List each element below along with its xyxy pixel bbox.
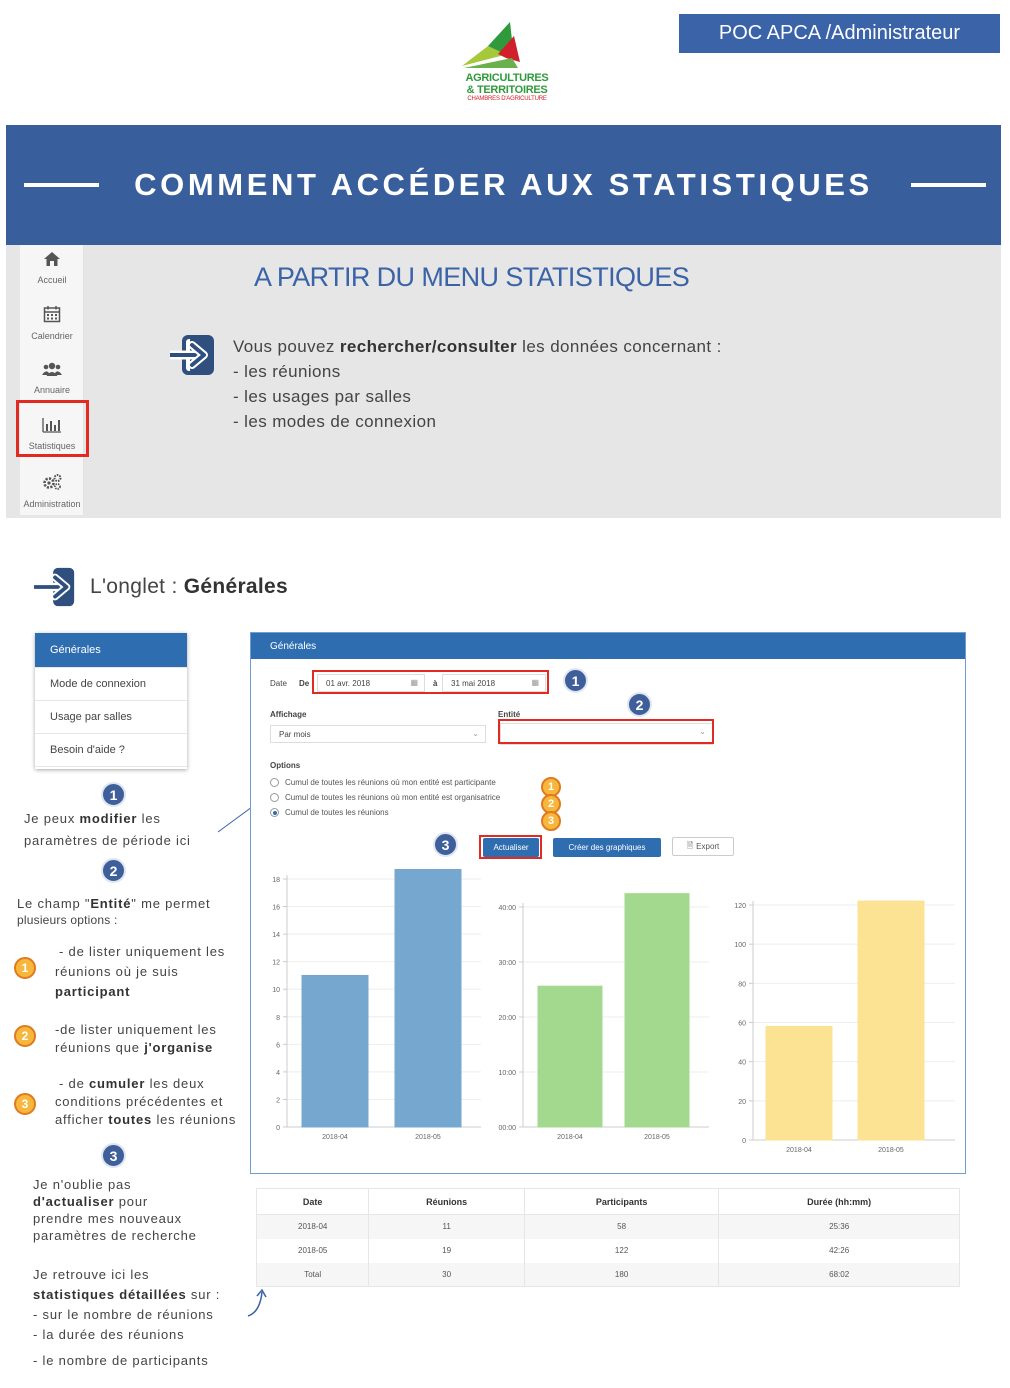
- onglet-title: [90, 575, 288, 599]
- annotation-bold: Entité: [90, 896, 132, 911]
- logo-line-3: CHAMBRES D'AGRICULTURE: [467, 96, 547, 103]
- col-duree: Durée (hh:mm): [719, 1189, 960, 1215]
- table-cell: 68:02: [719, 1263, 960, 1287]
- calendar-icon: ▦: [410, 678, 418, 687]
- meetings-chart: [251, 869, 491, 1159]
- col-participants: Participants: [524, 1189, 718, 1215]
- option-toutes-text: Cumul de toutes les réunions: [285, 808, 389, 817]
- section-subtitle: A PARTIR DU MENU STATISTIQUES: [254, 262, 690, 292]
- y-tick-label: 8: [276, 1014, 280, 1022]
- export-button[interactable]: [672, 837, 734, 856]
- chevron-down-icon: ⌄: [699, 727, 706, 736]
- annotation-2-line2: plusieurs options :: [17, 913, 118, 927]
- annotation-text: " me permet: [131, 896, 211, 911]
- annotation-text: paramètres de recherche: [33, 1228, 197, 1243]
- option-text: -de lister uniquement les: [55, 1022, 217, 1037]
- statistics-app: [250, 632, 966, 1174]
- step-1-marker: 1: [563, 668, 588, 693]
- option-participante-text: Cumul de toutes les réunions où mon entité est participante: [285, 778, 496, 787]
- option-text: les deux: [145, 1076, 205, 1091]
- table-header-row: [257, 1189, 960, 1215]
- logo-line-1: AGRICULTURES: [465, 72, 549, 84]
- table-cell: Total: [257, 1263, 369, 1287]
- table-cell: 19: [369, 1239, 525, 1263]
- option-text: réunions où je suis: [55, 964, 179, 979]
- option-3-text: [55, 1075, 236, 1129]
- intro-suffix: les données concernant :: [517, 337, 722, 356]
- date-highlight: [312, 670, 549, 694]
- logo-line-2: & TERRITOIRES: [466, 83, 548, 96]
- annotation-text: pour: [114, 1194, 148, 1209]
- bar-2018-04: [538, 986, 602, 1127]
- bar-2018-04: [766, 1026, 832, 1140]
- option-text: - de: [59, 1076, 90, 1091]
- annotation-text: Je peux: [24, 811, 80, 826]
- annotation-text: Je retrouve ici les: [33, 1267, 150, 1282]
- option-1-text: [55, 942, 225, 1002]
- intro-line: [233, 334, 722, 359]
- option-2-badge: 2: [14, 1025, 36, 1047]
- tab-generales[interactable]: Générales: [35, 633, 187, 668]
- step-2-marker: 2: [627, 692, 652, 717]
- affichage-label: Affichage: [270, 710, 307, 719]
- banner-line-right: [911, 183, 986, 187]
- option-3-badge: 3: [14, 1093, 36, 1115]
- annotation-text: sur :: [186, 1287, 221, 1302]
- annotation-bold: d'actualiser: [33, 1194, 115, 1209]
- bar-2018-04: [302, 975, 368, 1127]
- annotation-text: - sur le nombre de réunions: [33, 1307, 214, 1322]
- bullet-connexion: - les modes de connexion: [233, 412, 437, 431]
- tabs-panel: [35, 633, 187, 769]
- option-2-text: [55, 1021, 217, 1057]
- col-reunions: Réunions: [369, 1189, 525, 1215]
- annotation-2: [17, 895, 210, 913]
- y-tick-label: 2: [276, 1097, 280, 1105]
- side-item-annuaire[interactable]: [20, 361, 84, 395]
- x-tick-label: 2018-04: [786, 1147, 812, 1154]
- y-tick-label: 20:00: [498, 1015, 516, 1022]
- table-cell: 25:36: [719, 1215, 960, 1239]
- table-cell: 2018-04: [257, 1215, 369, 1239]
- y-tick-label: 14: [272, 932, 280, 940]
- side-item-label: Administration: [23, 499, 81, 509]
- y-tick-label: 60: [738, 1020, 746, 1028]
- option-organisatrice-text: Cumul de toutes les réunions où mon entité est organisatrice: [285, 793, 501, 802]
- x-tick-label: 2018-05: [878, 1147, 904, 1154]
- side-item-label: Annuaire: [33, 385, 71, 395]
- y-tick-label: 12: [272, 959, 280, 967]
- table-row: [257, 1239, 960, 1263]
- a-label: à: [433, 679, 438, 688]
- refresh-highlight: [479, 835, 542, 859]
- calendar-icon: ▦: [531, 678, 539, 687]
- table-cell: 42:26: [719, 1239, 960, 1263]
- table-cell: 30: [369, 1263, 525, 1287]
- affichage-select[interactable]: [270, 725, 486, 743]
- date-from-value: 01 avr. 2018: [326, 678, 371, 688]
- annotation-text: - le nombre de participants: [33, 1353, 209, 1368]
- affichage-value: Par mois: [279, 729, 311, 739]
- de-label: De: [299, 679, 310, 688]
- option-bold: participant: [55, 984, 131, 999]
- option-1-marker: 1: [541, 777, 561, 797]
- participants-chart: [719, 869, 965, 1159]
- y-tick-label: 0: [742, 1138, 746, 1145]
- option-2-marker: 2: [541, 794, 561, 814]
- tab-mode-connexion[interactable]: Mode de connexion: [35, 668, 187, 701]
- option-bold: cumuler: [89, 1076, 146, 1091]
- bar-2018-05: [625, 894, 689, 1127]
- curved-arrow-icon: [244, 1286, 270, 1320]
- option-text: les réunions: [152, 1112, 237, 1127]
- bar-2018-05: [858, 901, 924, 1140]
- table-cell: 180: [524, 1263, 718, 1287]
- annotation-text: les: [137, 811, 161, 826]
- intro-bold: rechercher/consulter: [339, 337, 518, 356]
- intro-prefix: Vous pouvez: [233, 337, 340, 356]
- option-text: afficher: [55, 1112, 109, 1127]
- export-label: Export: [696, 842, 720, 851]
- table-row: [257, 1263, 960, 1287]
- annotation-text: prendre mes nouveaux: [33, 1211, 182, 1226]
- option-text: conditions précédentes et: [55, 1094, 224, 1109]
- annotation-1-line: [24, 810, 191, 828]
- x-tick-label: 2018-04: [322, 1134, 348, 1141]
- step-3-badge: 3: [101, 1143, 126, 1168]
- statistiques-highlight: [16, 400, 89, 457]
- annotation-1: [24, 810, 191, 850]
- y-tick-label: 100: [734, 942, 746, 950]
- table-cell: 122: [524, 1239, 718, 1263]
- y-tick-label: 30:00: [498, 960, 516, 967]
- banner-title: COMMENT ACCÉDER AUX STATISTIQUES: [134, 167, 873, 202]
- annotation-4: [33, 1265, 220, 1371]
- gears-icon: [41, 473, 63, 491]
- refresh-button[interactable]: Actualiser: [483, 838, 539, 857]
- annotation-bold: modifier: [79, 811, 138, 826]
- onglet-prefix: L'onglet :: [90, 575, 184, 598]
- y-tick-label: 0: [276, 1125, 280, 1132]
- options-label: Options: [270, 761, 301, 770]
- side-item-label: Accueil: [37, 275, 67, 285]
- y-tick-label: 18: [272, 877, 280, 884]
- onglet-name: Générales: [183, 575, 288, 598]
- tab-besoin-aide[interactable]: Besoin d'aide ?: [35, 734, 187, 767]
- side-item-label: Calendrier: [31, 331, 73, 341]
- chevron-down-icon: ⌄: [472, 729, 479, 738]
- role-badge: POC APCA /Administrateur: [679, 14, 1000, 53]
- annotation-text: Le champ ": [17, 896, 91, 911]
- y-tick-label: 40:00: [498, 905, 516, 912]
- y-tick-label: 20: [738, 1098, 746, 1106]
- option-radio-toutes[interactable]: [270, 808, 279, 817]
- table-cell: 2018-05: [257, 1239, 369, 1263]
- side-item-calendrier[interactable]: [20, 305, 84, 341]
- option-text: - de lister uniquement les: [59, 944, 226, 959]
- option-bold: j'organise: [144, 1040, 214, 1055]
- annotation-bold: statistiques détaillées: [33, 1287, 187, 1302]
- y-tick-label: 40: [738, 1059, 746, 1067]
- table-row: [257, 1215, 960, 1239]
- arrow-right-icon: [170, 333, 216, 377]
- annotation-1-line2: paramètres de période ici: [24, 833, 191, 848]
- option-radio-participante[interactable]: [270, 778, 279, 787]
- side-item-label: Statistiques: [28, 441, 76, 451]
- option-radio-organisatrice[interactable]: [270, 793, 279, 802]
- app-header: Générales: [251, 633, 965, 659]
- bullet-reunions: - les réunions: [233, 362, 341, 381]
- home-icon: [43, 251, 61, 267]
- annotation-2-line: [17, 895, 210, 913]
- tab-usage-salles[interactable]: Usage par salles: [35, 701, 187, 734]
- option-1-badge: 1: [14, 957, 36, 979]
- banner-line-left: [24, 183, 99, 187]
- logo-text: [452, 73, 562, 102]
- calendar-icon: [43, 305, 61, 323]
- y-tick-label: 4: [276, 1069, 280, 1077]
- x-tick-label: 2018-05: [415, 1134, 441, 1141]
- y-tick-label: 16: [272, 904, 280, 912]
- statistics-intro: [233, 334, 722, 434]
- x-tick-label: 2018-05: [644, 1134, 670, 1141]
- y-tick-label: 6: [276, 1042, 280, 1050]
- option-3-marker: 3: [541, 811, 561, 831]
- y-tick-label: 10: [272, 987, 280, 995]
- entite-label: Entité: [498, 710, 521, 719]
- step-2-badge: 2: [101, 858, 126, 883]
- y-tick-label: 120: [734, 903, 746, 910]
- table-cell: 11: [369, 1215, 525, 1239]
- option-bold: toutes: [108, 1112, 153, 1127]
- side-item-accueil[interactable]: [20, 251, 84, 285]
- title-banner: [6, 125, 1001, 245]
- date-to-value: 31 mai 2018: [451, 678, 496, 688]
- option-text: réunions que: [55, 1040, 145, 1055]
- create-charts-button[interactable]: Créer des graphiques: [553, 838, 661, 857]
- x-tick-label: 2018-04: [557, 1134, 583, 1141]
- annotation-3: [33, 1176, 197, 1244]
- entite-highlight: [498, 719, 714, 744]
- statistics-table: [256, 1188, 960, 1287]
- annotation-text: - la durée des réunions: [33, 1327, 185, 1342]
- step-1-badge: 1: [101, 782, 126, 807]
- col-date: Date: [257, 1189, 369, 1215]
- date-label: Date: [270, 679, 287, 688]
- y-tick-label: 10:00: [498, 1070, 516, 1077]
- duration-chart: [491, 869, 719, 1159]
- arrow-right-icon: [34, 566, 78, 608]
- bullet-salles: - les usages par salles: [233, 387, 412, 406]
- step-3-marker: 3: [433, 832, 458, 857]
- document-icon: 🗎: [686, 840, 694, 850]
- y-tick-label: 80: [738, 981, 746, 989]
- annotation-text: Je n'oublie pas: [33, 1177, 132, 1192]
- y-tick-label: 00:00: [498, 1125, 516, 1132]
- users-icon: [42, 361, 62, 377]
- table-cell: 58: [524, 1215, 718, 1239]
- side-menu: [20, 245, 84, 515]
- bar-2018-05: [395, 869, 461, 1127]
- side-item-administration[interactable]: [20, 473, 84, 509]
